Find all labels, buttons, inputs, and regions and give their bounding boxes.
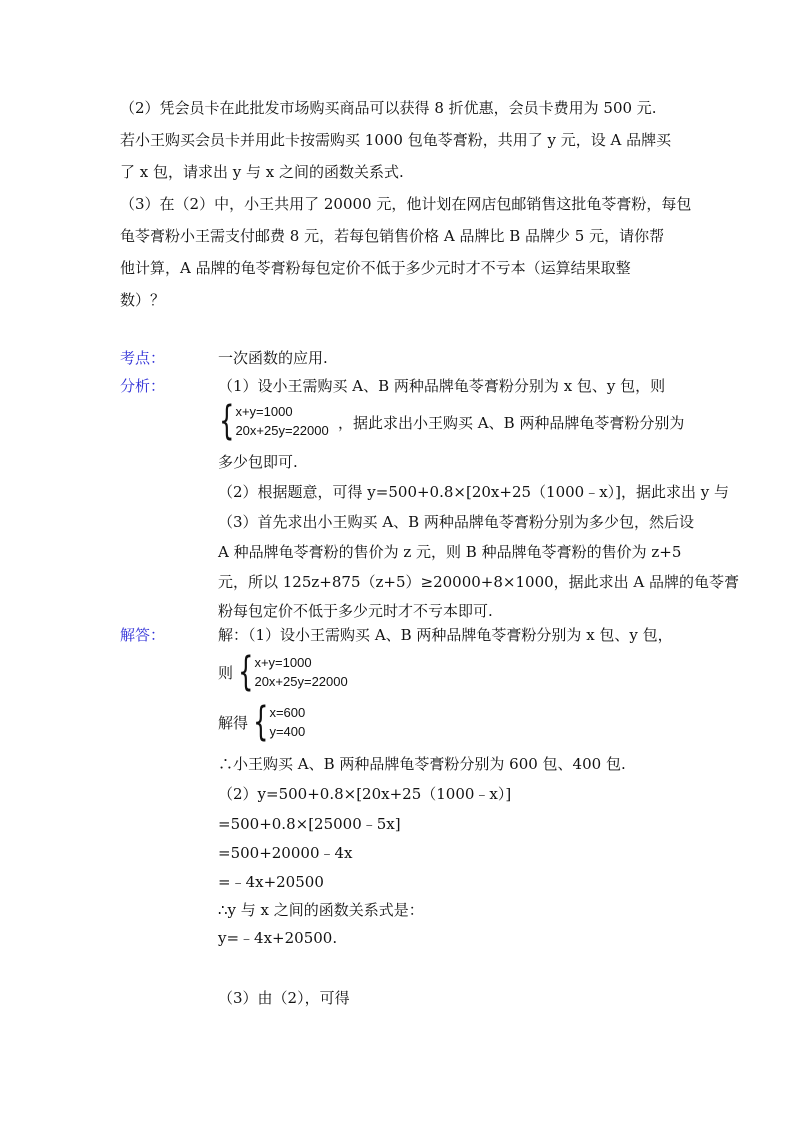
fenxi-line-8: 粉每包定价不低于多少元时才不亏本即可. [218, 602, 493, 620]
jieda-equation-system-2 [218, 699, 306, 745]
jieda-equation-system-1 [218, 649, 348, 695]
fenxi-line-3: 多少包即可. [218, 453, 298, 471]
question-p3-line-4: 数）？ [120, 291, 166, 309]
jieda-line-1: 解：（1）设小王需购买 A、B 两种品牌龟苓膏粉分别为 x 包、y 包， [218, 626, 673, 644]
brace-icon: { [238, 649, 254, 695]
equation-row: 20x+25y=22000 [254, 674, 348, 689]
jieda-step-2: =500+0.8×[25000﹣5x] [218, 815, 401, 833]
fenxi-line-4: （2）根据题意，可得 y=500+0.8×[20x+25（1000﹣x）]，据此求出 y 与 [218, 483, 730, 501]
equation-row: x+y=1000 [235, 404, 293, 419]
equation-row: x+y=1000 [254, 655, 312, 670]
jieda-step-3: =500+20000﹣4x [218, 844, 353, 862]
jieda-part-3: （3）由（2），可得 [218, 989, 350, 1007]
equation-row: y=400 [269, 724, 306, 739]
kaodian-label: 考点： [120, 349, 166, 367]
equation-row: x=600 [269, 705, 306, 720]
fenxi-line-6: A 种品牌龟苓膏粉的售价为 z 元，则 B 种品牌龟苓膏粉的售价为 z+5 [218, 543, 682, 561]
jieda-step-1: （2）y=500+0.8×[20x+25（1000﹣x）] [218, 785, 512, 803]
question-p3-line-2: 龟苓膏粉小王需支付邮费 8 元，若每包销售价格 A 品牌比 B 品牌少 5 元，请你帮 [120, 227, 665, 245]
question-p2-line-3: 了 x 包，请求出 y 与 x 之间的函数关系式. [120, 163, 404, 181]
jieda-label: 解答： [120, 626, 166, 644]
kaodian-text: 一次函数的应用. [218, 349, 328, 367]
fenxi-after-system: ，据此求出小王购买 A、B 两种品牌龟苓膏粉分别为 [338, 414, 685, 432]
fenxi-equation-system [214, 398, 329, 444]
jieda-step-4: =﹣4x+20500 [218, 873, 324, 891]
jieda-conclusion-1: ∴小王购买 A、B 两种品牌龟苓膏粉分别为 600 包、400 包. [218, 755, 626, 773]
question-p3-line-3: 他计算，A 品牌的龟苓膏粉每包定价不低于多少元时才不亏本（运算结果取整 [120, 259, 631, 277]
jieda-step-6: y=﹣4x+20500. [218, 929, 338, 947]
question-p2-line-1: （2）凭会员卡在此批发市场购买商品可以获得 8 折优惠，会员卡费用为 500 元. [120, 99, 657, 117]
fenxi-label: 分析： [120, 377, 166, 395]
brace-icon: { [253, 699, 269, 745]
question-p3-line-1: （3）在（2）中，小王共用了 20000 元，他计划在网店包邮销售这批龟苓膏粉，每包 [120, 195, 692, 213]
ze-text: 则 [218, 663, 234, 682]
question-p2-line-2: 若小王购买会员卡并用此卡按需购买 1000 包龟苓膏粉，共用了 y 元，设 A 品牌买 [120, 131, 672, 149]
equation-row: 20x+25y=22000 [235, 423, 329, 438]
jieda-step-5: ∴y 与 x 之间的函数关系式是： [218, 901, 424, 919]
fenxi-line-7: 元，所以 125z+875（z+5）≥20000+8×1000，据此求出 A 品牌的龟苓膏 [218, 573, 740, 591]
brace-icon: { [219, 398, 235, 444]
fenxi-line-5: （3）首先求出小王购买 A、B 两种品牌龟苓膏粉分别为多少包，然后设 [218, 513, 694, 531]
jiede-text: 解得 [218, 713, 249, 732]
fenxi-line-1: （1）设小王需购买 A、B 两种品牌龟苓膏粉分别为 x 包、y 包，则 [218, 377, 666, 395]
